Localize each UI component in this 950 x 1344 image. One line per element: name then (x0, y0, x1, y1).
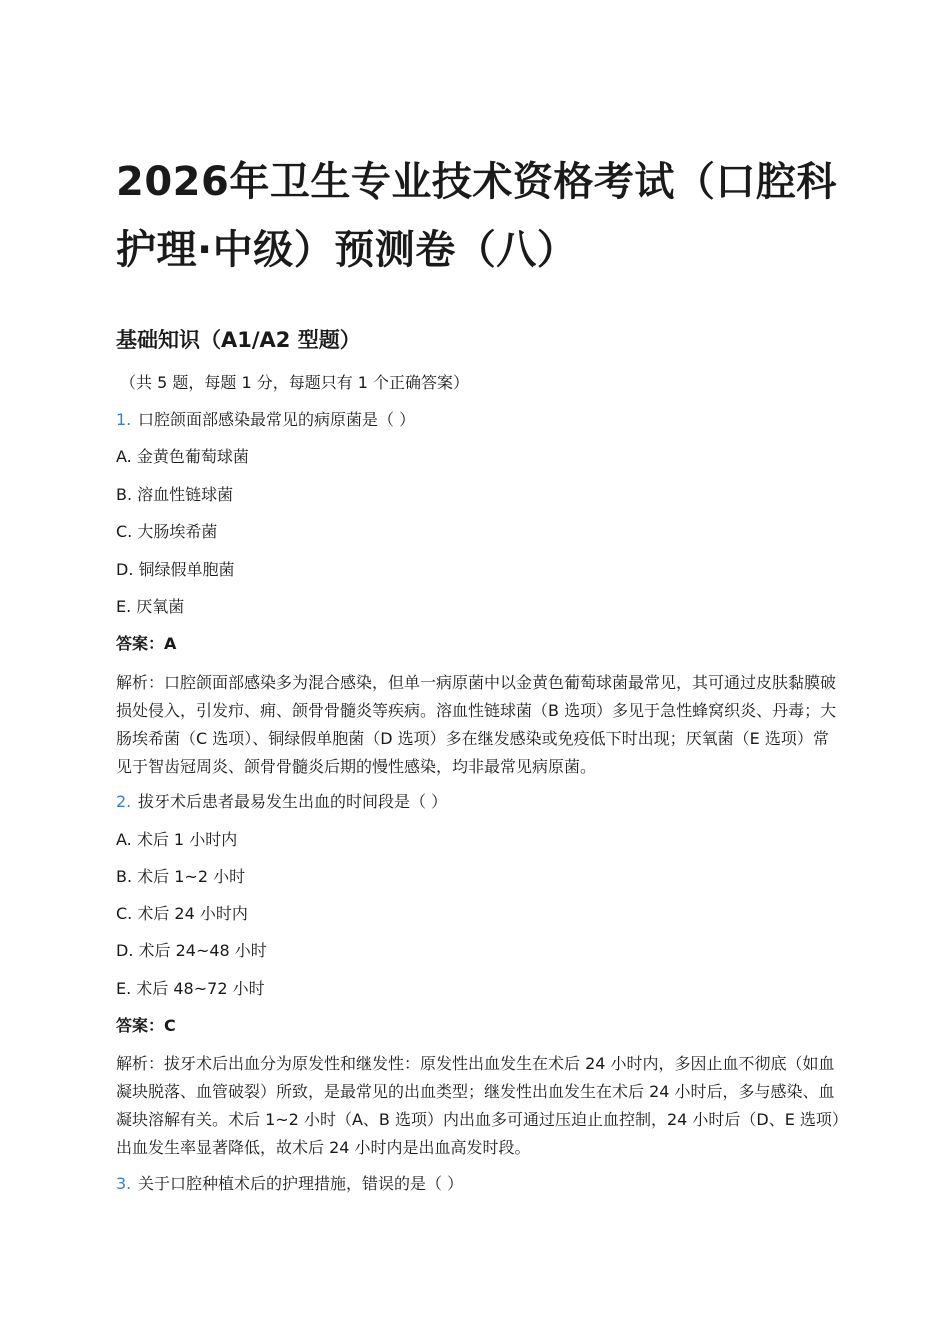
question-stem: 拔牙术后患者最易发生出血的时间段是（ ） (138, 792, 448, 811)
answer-label: 答案：A (116, 634, 177, 653)
option-e: E. 厌氧菌 (116, 597, 185, 616)
question-stem: 口腔颌面部感染最常见的病原菌是（ ） (138, 410, 416, 429)
option-b: B. 溶血性链球菌 (116, 485, 234, 504)
question-number: 1. (116, 410, 132, 429)
question-2-stem-line (116, 789, 447, 815)
question-number: 3. (116, 1174, 132, 1193)
option-a: A. 术后 1 小时内 (116, 830, 238, 849)
option-c: C. 术后 24 小时内 (116, 904, 248, 923)
question-1-stem-line (116, 407, 415, 433)
answer-label: 答案：C (116, 1016, 176, 1035)
option-d: D. 铜绿假单胞菌 (116, 560, 235, 579)
section-instructions: （共 5 题，每题 1 分，每题只有 1 个正确答案） (120, 373, 470, 392)
answer-analysis: 解析：拔牙术后出血分为原发性和继发性：原发性出血发生在术后 24 小时内，多因止血不彻底（如血凝块脱落、血管破裂）所致，是最常见的出血类型；继发性出血发生在术后 24 小时后，多与感染、血凝块溶解有关。术后 1~2 小时（A、B 选项）内出血多可通过压迫止血控制，24 小时后（D、E 选项）出血发生率显著降低，故术后 24 小时内是出血高发时段。 (116, 1054, 840, 1157)
option-e: E. 术后 48~72 小时 (116, 979, 265, 998)
question-3-stem-line (116, 1171, 463, 1197)
option-b: B. 术后 1~2 小时 (116, 867, 246, 886)
section-heading: 基础知识（A1/A2 型题） (116, 328, 361, 352)
option-c: C. 大肠埃希菌 (116, 522, 218, 541)
answer-analysis: 解析：口腔颌面部感染多为混合感染，但单一病原菌中以金黄色葡萄球菌最常见，其可通过皮肤黏膜破损处侵入，引发疖、痈、颌骨骨髓炎等疾病。溶血性链球菌（B 选项）多见于急性蜂窝织炎、丹毒；大肠埃希菌（C 选项）、铜绿假单胞菌（D 选项）多在继发感染或免疫低下时出现；厌氧菌（E 选项）常见于智齿冠周炎、颌骨骨髓炎后期的慢性感染，均非最常见病原菌。 (116, 673, 837, 776)
question-number: 2. (116, 792, 132, 811)
question-stem: 关于口腔种植术后的护理措施，错误的是（ ） (138, 1174, 464, 1193)
document-title: 2026年卫生专业技术资格考试（口腔科护理·中级）预测卷（八） (116, 159, 837, 273)
option-a: A. 金黄色葡萄球菌 (116, 447, 249, 466)
option-d: D. 术后 24~48 小时 (116, 941, 267, 960)
